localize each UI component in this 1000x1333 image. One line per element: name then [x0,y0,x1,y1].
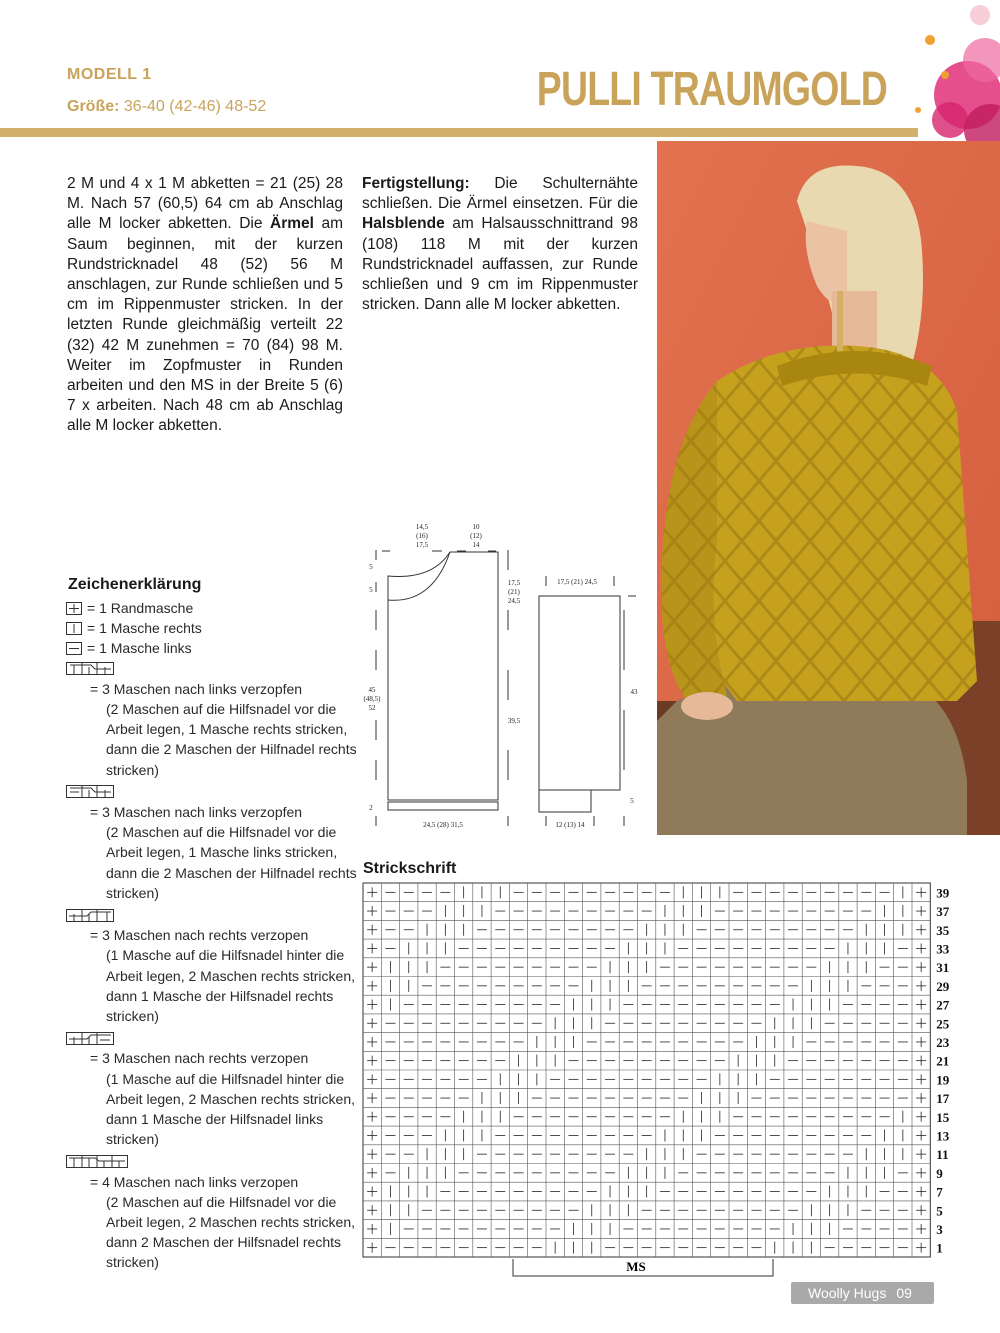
dim-left-length: 52 [368,704,376,712]
dim-left-length: 45 [368,686,376,694]
page-number: 09 [896,1285,912,1301]
dim-top-right: 14 [472,541,480,549]
col2-bold-neckband: Halsblende [362,215,445,233]
legend-text: = 3 Maschen nach links verzopfen [90,803,303,820]
model-label: MODELL 1 [67,66,152,83]
row-label: 25 [936,1016,950,1032]
size-label: Größe: [67,98,120,115]
dim-sleeve-cuff: 5 [630,797,634,805]
dim-sleeve-top: 17,5 (21) 24,5 [557,578,597,586]
instructions-column-2 [362,174,638,315]
col2-text-2: am Halsausschnittrand 98 (108) 118 M mit der kurzen Rundstricknadel auffassen, zur Runde schließen und 9 cm im Rippenmuster stricken. Dann alle M locker abketten. [362,215,638,314]
legend-item-edge-stitch [66,598,358,618]
row-label: 1 [936,1240,943,1256]
size-value: 36-40 (42-46) 48-52 [123,98,267,115]
plus-symbol-icon [66,602,82,615]
row-label: 29 [936,978,950,994]
cable-right-3-icon [66,909,114,922]
size-line [67,98,266,116]
row-label: 37 [936,904,950,920]
dim-body-bottom: 24,5 (28) 31,5 [423,821,463,829]
legend-item-cable-left-3 [66,659,358,780]
legend-item-cable-right-3 [66,905,358,1026]
purl-symbol-icon [66,642,82,655]
legend-item-cable-left-3-purl [66,782,358,903]
dim-right-mid: 39,5 [507,717,521,725]
dim-top-right: (12) [470,532,482,540]
row-label: 13 [936,1128,950,1144]
symbol-legend [66,598,358,1275]
legend-text: = 4 Maschen nach links verzopen [90,1173,299,1190]
page-title: PULLI TRAUMGOLD [536,63,887,116]
legend-detail: (2 Maschen auf die Hilfsnadel vor die Arbeit legen, 1 Masche links stricken, dann die 2 Maschen der Hilfnadel rechts stricken) [106,824,357,901]
row-label: 19 [936,1072,950,1088]
col1-text-1: 2 M und 4 x 1 M abketten = 21 (25) 28 M. Nach 57 (60,5) 64 cm ab Anschlag alle M locker abketten. Die [67,175,343,233]
dim-top-left: 17,5 [415,541,429,549]
legend-text: = 1 Masche rechts [87,620,202,637]
header-rule [0,128,918,137]
legend-detail: (1 Masche auf die Hilfsnadel hinter die Arbeit legen, 2 Maschen rechts stricken, dann 1 Masche der Hilfsnadel rechts stricken) [106,947,356,1024]
dim-top-left: 14,5 [415,523,429,531]
col1-bold-sleeves: Ärmel [270,215,314,233]
legend-detail: (2 Maschen auf die Hilfsnadel vor die Arbeit legen, 1 Masche rechts stricken, dann die 2 Maschen der Hilfnadel rechts stricken) [106,700,357,778]
row-label: 3 [936,1221,943,1237]
col2-text-1: Die Schulternähte schließen. Die Ärmel einsetzen. Für die [362,175,638,213]
instructions-column-1 [67,174,343,437]
dim-top-right: 10 [472,523,480,531]
legend-text: = 1 Randmasche [87,600,194,616]
legend-text: = 3 Maschen nach rechts verzopen [90,927,309,944]
row-label: 11 [936,1147,949,1163]
row-label: 7 [936,1184,943,1200]
legend-detail: (1 Masche auf die Hilfsnadel hinter die Arbeit legen, 2 Maschen rechts stricken, dann 1 Masche der Hilfsnadel links stricken) [106,1070,356,1148]
dim-left-5a: 5 [369,563,373,571]
col1-text-2: am Saum beginnen, mit der kurzen Rundstricknadel 48 (52) 56 M anschlagen, zur Runde schließen und 5 cm im Rippenmuster stricken. In der letzten Runde gleichmäßig verteilt 22 (32) 42 M zunehmen = 70 (84) 98 M. Weiter im Zopfmuster in Runden arbeiten und den MS in der Breite 5 (6) 7 x arbeiten. Nach 48 cm ab Anschlag alle M locker abketten. [67,215,344,435]
dim-right-top: 24,5 [507,597,521,605]
legend-item-cable-right-3-purl [66,1028,358,1149]
row-label: 5 [936,1203,943,1219]
col2-bold-finishing: Fertigstellung: [362,175,470,192]
garment-schematic [362,520,652,830]
row-label: 21 [936,1053,950,1069]
knit-symbol-icon [66,622,82,635]
row-label: 27 [936,997,950,1013]
row-label: 31 [936,960,950,976]
legend-text: = 3 Maschen nach rechts verzopen [90,1050,309,1067]
legend-title: Zeichenerklärung [68,576,202,593]
footer-badge [791,1282,934,1304]
row-label: 35 [936,922,950,938]
knitting-chart [362,882,952,1277]
dim-sleeve-bottom: 12 (13) 14 [555,821,585,829]
row-label: 39 [936,885,950,901]
legend-item-purl [66,638,358,658]
chart-title: Strickschrift [363,860,457,877]
dim-left-2: 2 [369,804,373,812]
repeat-label: MS [626,1259,646,1274]
legend-item-cable-left-4 [66,1151,358,1272]
dim-left-5b: 5 [369,586,373,594]
row-label: 17 [936,1091,950,1107]
dim-right-top: (21) [508,588,520,596]
row-label: 15 [936,1109,950,1125]
model-photo [657,141,1000,835]
legend-item-knit [66,618,358,638]
cable-right-3-purl-icon [66,1032,114,1045]
dim-top-left: (16) [416,532,428,540]
dim-right-top: 17,5 [507,579,521,587]
cable-left-4-icon [66,1155,128,1168]
row-label: 23 [936,1034,950,1050]
row-label: 9 [936,1165,943,1181]
legend-text: = 1 Masche links [87,640,192,657]
dim-left-length: (48,5) [363,695,381,703]
dim-sleeve-length: 43 [630,688,638,696]
row-label: 33 [936,941,950,957]
cable-left-3-icon [66,662,114,675]
legend-detail: (2 Maschen auf die Hilfsnadel vor die Arbeit legen, 2 Maschen rechts stricken, dann 2 Maschen der Hilfsnadel rechts stricken) [106,1193,356,1271]
magazine-name: Woolly Hugs [808,1285,887,1301]
cable-left-3-purl-icon [66,785,114,798]
legend-text: = 3 Maschen nach links verzopfen [90,680,303,697]
